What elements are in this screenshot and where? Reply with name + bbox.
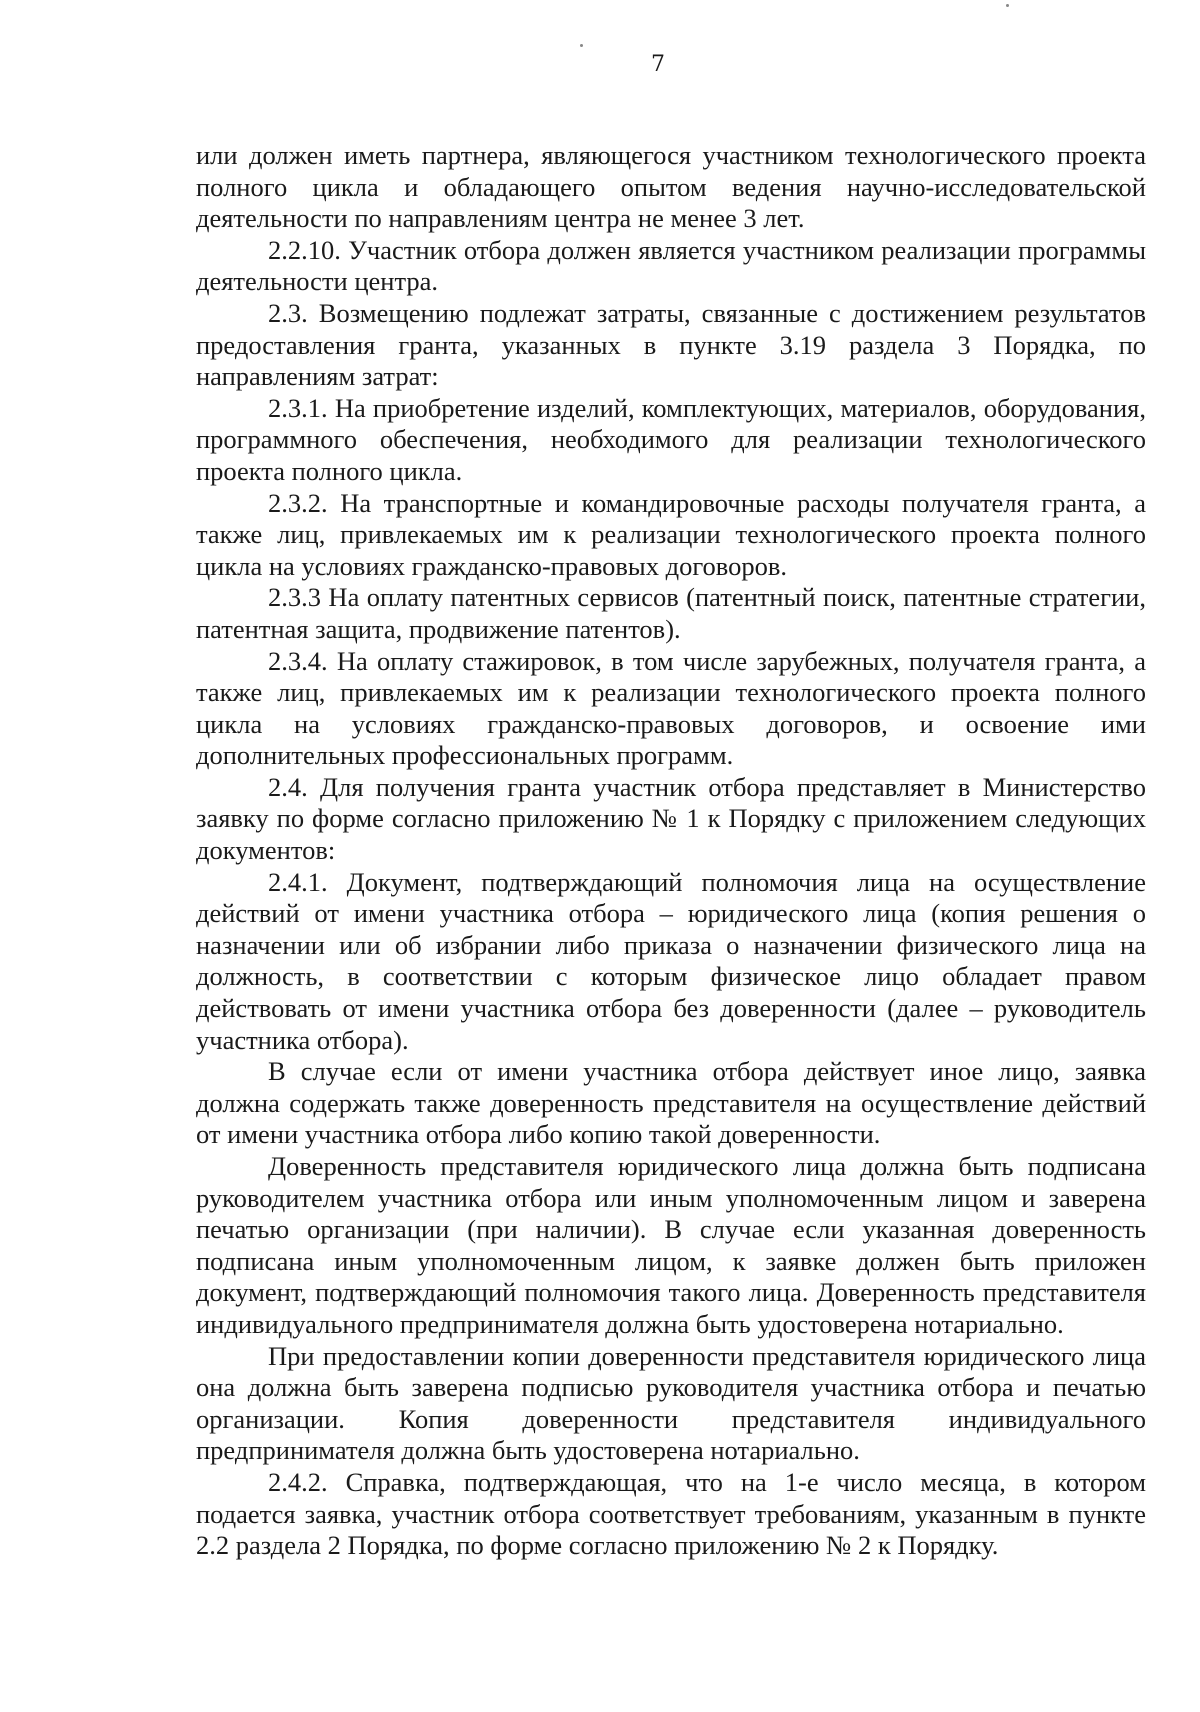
paragraph-2-2-10: 2.2.10. Участник отбора должен является участником реализации программы деятельности центра.	[196, 234, 1146, 297]
paragraph-proxy-copy: При предоставлении копии доверенности представителя юридического лица она должна быть заверена подписью руководителя участника отбора и печатью организации. Копия доверенности представителя индивидуального предпринимателя должна быть удостоверена нотариально.	[196, 1340, 1146, 1466]
scan-speck	[1006, 4, 1009, 7]
paragraph-2-4-1: 2.4.1. Документ, подтверждающий полномочия лица на осуществление действий от имени участника отбора – юридического лица (копия решения о назначении или об избрании либо приказа о назначении физического лица на должность, в соответствии с которым физическое лицо обладает правом действовать от имени участника отбора без доверенности (далее – руководитель участника отбора).	[196, 866, 1146, 1055]
paragraph-2-4-2: 2.4.2. Справка, подтверждающая, что на 1-е число месяца, в котором подается заявка, участник отбора соответствует требованиям, указанным в пункте 2.2 раздела 2 Порядка, по форме согласно приложению № 2 к Порядку.	[196, 1466, 1146, 1561]
paragraph-proxy-signature: Доверенность представителя юридического лица должна быть подписана руководителем участника отбора или иным уполномоченным лицом и заверена печатью организации (при наличии). В случае если указанная доверенность подписана иным уполномоченным лицом, к заявке должен быть приложен документ, подтверждающий полномочия такого лица. Доверенность представителя индивидуального предпринимателя должна быть удостоверена нотариально.	[196, 1151, 1146, 1339]
paragraph-proxy-case: В случае если от имени участника отбора действует иное лицо, заявка должна содержать также доверенность представителя на осуществление действий от имени участника отбора либо копию такой доверенности.	[196, 1056, 1146, 1150]
paragraph-2-3-4: 2.3.4. На оплату стажировок, в том числе зарубежных, получателя гранта, а также лиц, привлекаемых им к реализации технологического проекта полного цикла на условиях гражданско-правовых договоров, и освоение ими дополнительных профессиональных программ.	[196, 645, 1146, 771]
page-number: 7	[651, 52, 665, 77]
paragraph-2-3: 2.3. Возмещению подлежат затраты, связанные с достижением результатов предоставления гранта, указанных в пункте 3.19 раздела 3 Порядка, по направлениям затрат:	[196, 297, 1146, 392]
paragraph-2-3-2: 2.3.2. На транспортные и командировочные расходы получателя гранта, а также лиц, привлекаемых им к реализации технологического проекта полного цикла на условиях гражданско-правовых договоров.	[196, 487, 1146, 581]
paragraph-continuation: или должен иметь партнера, являющегося участником технологического проекта полного цикла и обладающего опытом ведения научно-исследовательской деятельности по направлениям центра не менее 3 лет.	[196, 140, 1146, 234]
document-body	[196, 140, 1146, 1562]
paragraph-2-3-3: 2.3.3 На оплату патентных сервисов (патентный поиск, патентные стратегии, патентная защита, продвижение патентов).	[196, 582, 1146, 644]
paragraph-2-4: 2.4. Для получения гранта участник отбора представляет в Министерство заявку по форме согласно приложению № 1 к Порядку с приложением следующих документов:	[196, 771, 1146, 866]
paragraph-2-3-1: 2.3.1. На приобретение изделий, комплектующих, материалов, оборудования, программного обеспечения, необходимого для реализации технологического проекта полного цикла.	[196, 392, 1146, 486]
scan-speck	[580, 44, 583, 47]
